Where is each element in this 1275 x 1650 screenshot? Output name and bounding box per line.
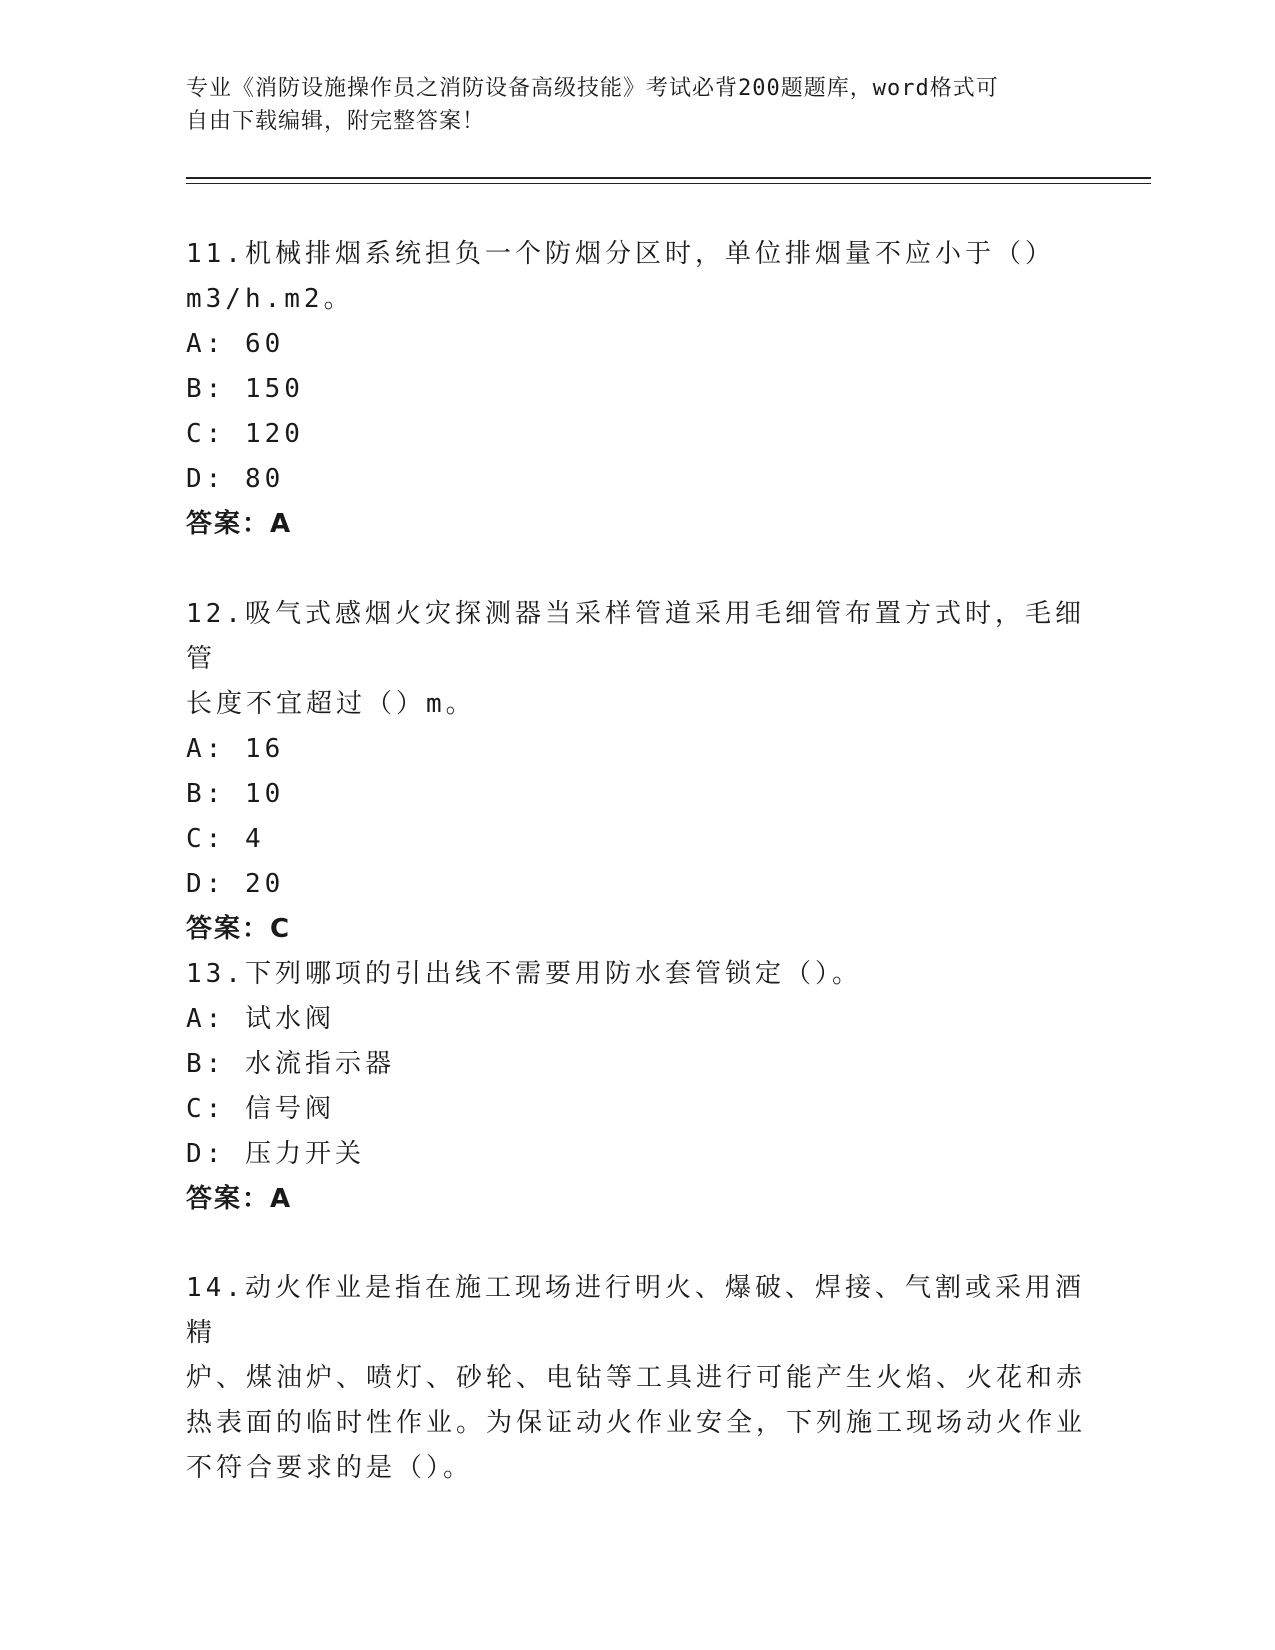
option-c: C: 信号阀 xyxy=(186,1094,335,1124)
option-a: A: 试水阀 xyxy=(186,1004,335,1034)
option-c: C: 4 xyxy=(186,824,265,854)
answer: 答案：A xyxy=(186,1184,293,1214)
option-a: A: 16 xyxy=(186,734,285,764)
question-stem: 长度不宜超过（）m。 xyxy=(186,689,476,719)
question-12 xyxy=(186,592,1086,952)
header-divider-thick xyxy=(186,177,1151,179)
option-d: D: 80 xyxy=(186,464,285,494)
option-b: B: 10 xyxy=(186,779,285,809)
question-13 xyxy=(186,952,1086,1222)
header-line-1: 专业《消防设施操作员之消防设备高级技能》考试必背200题题库，word格式可 xyxy=(186,76,999,101)
question-stem: 12.吸气式感烟火灾探测器当采样管道采用毛细管布置方式时，毛细管 xyxy=(186,599,1085,674)
answer: 答案：C xyxy=(186,914,292,944)
question-stem: 热表面的临时性作业。为保证动火作业安全，下列施工现场动火作业 xyxy=(186,1408,1087,1438)
option-d: D: 压力开关 xyxy=(186,1139,365,1169)
option-c: C: 120 xyxy=(186,419,304,449)
header-line-2: 自由下载编辑，附完整答案！ xyxy=(186,109,486,134)
question-14 xyxy=(186,1266,1086,1491)
option-a: A: 60 xyxy=(186,329,285,359)
question-stem: 13.下列哪项的引出线不需要用防水套管锁定（）。 xyxy=(186,959,862,989)
question-stem: 不符合要求的是（）。 xyxy=(186,1453,474,1483)
question-11 xyxy=(186,232,1086,547)
option-b: B: 150 xyxy=(186,374,304,404)
document-header xyxy=(186,72,1066,138)
question-stem: 14.动火作业是指在施工现场进行明火、爆破、焊接、气割或采用酒精 xyxy=(186,1273,1085,1348)
question-stem: m3/h.m2。 xyxy=(186,284,354,314)
answer: 答案：A xyxy=(186,509,293,539)
option-b: B: 水流指示器 xyxy=(186,1049,395,1079)
question-stem: 炉、煤油炉、喷灯、砂轮、电钻等工具进行可能产生火焰、火花和赤 xyxy=(186,1363,1087,1393)
question-stem: 11.机械排烟系统担负一个防烟分区时，单位排烟量不应小于（） xyxy=(186,239,1055,269)
option-d: D: 20 xyxy=(186,869,285,899)
header-divider-thin xyxy=(186,183,1151,184)
